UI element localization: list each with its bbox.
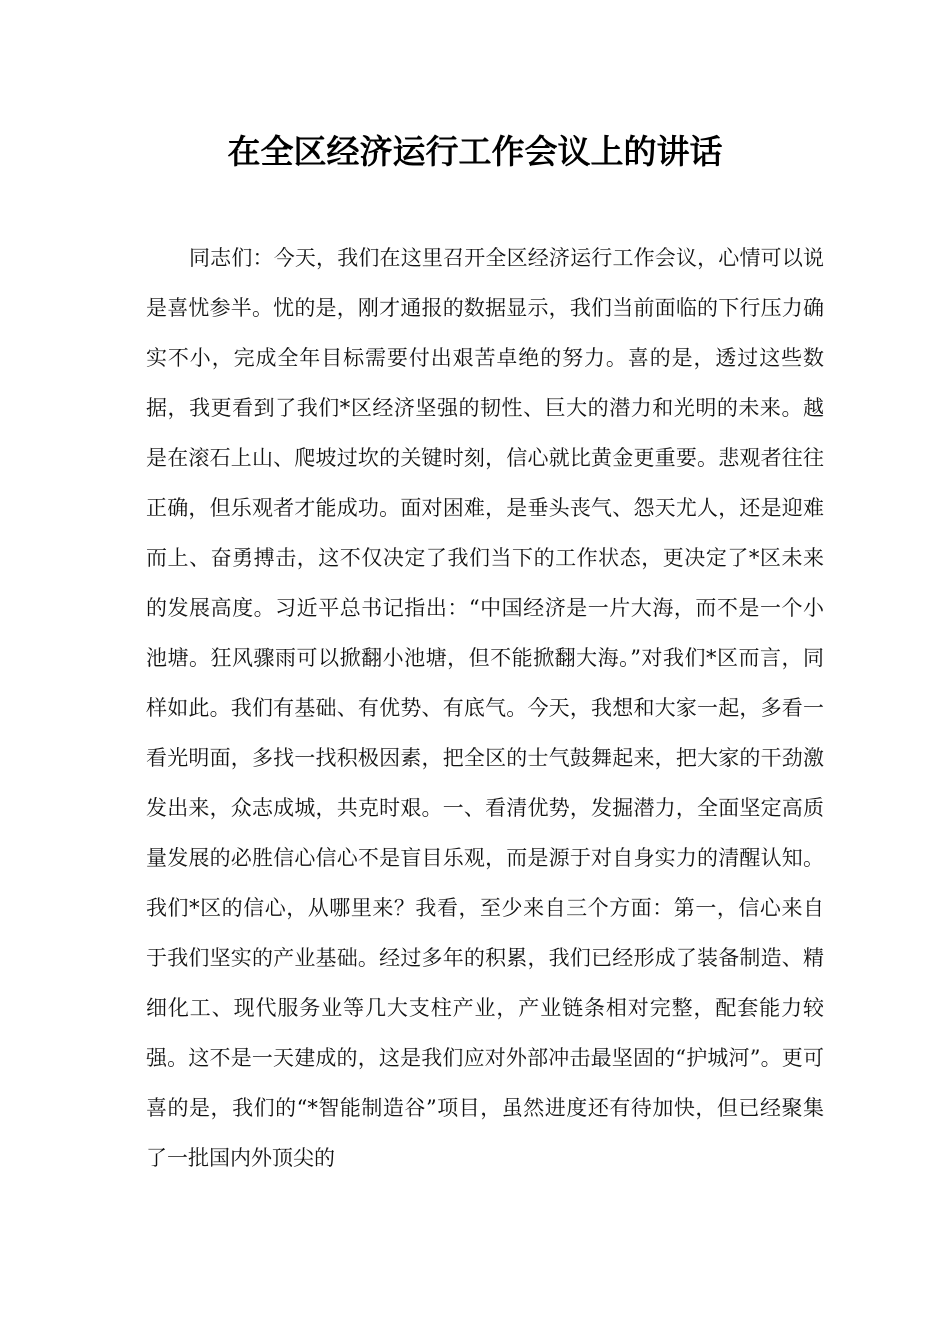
document-body-paragraph: 同志们：今天，我们在这里召开全区经济运行工作会议，心情可以说是喜忧参半。忧的是，刚才通报的数据显示，我们当前面临的下行压力确实不小，完成全年目标需要付出艰苦卓绝的努力。喜的是，透过这些数据，我更看到了我们*区经济坚强的韧性、巨大的潜力和光明的未来。越是在滚石上山、爬坡过坎的关键时刻，信心就比黄金更重要。悲观者往往正确，但乐观者才能成功。面对困难，是垂头丧气、怨天尤人，还是迎难而上、奋勇搏击，这不仅决定了我们当下的工作状态，更决定了*区未来的发展高度。习近平总书记指出：“中国经济是一片大海，而不是一个小池塘。狂风骤雨可以掀翻小池塘，但不能掀翻大海。”对我们*区而言，同样如此。我们有基础、有优势、有底气。今天，我想和大家一起，多看一看光明面，多找一找积极因素，把全区的士气鼓舞起来，把大家的干劲激发出来，众志成城，共克时艰。一、看清优势，发掘潜力，全面坚定高质量发展的必胜信心信心不是盲目乐观，而是源于对自身实力的清醒认知。我们*区的信心，从哪里来？我看，至少来自三个方面：第一，信心来自于我们坚实的产业基础。经过多年的积累，我们已经形成了装备制造、精细化工、现代服务业等几大支柱产业，产业链条相对完整，配套能力较强。这不是一天建成的，这是我们应对外部冲击最坚固的“护城河”。更可喜的是，我们的“*智能制造谷”项目，虽然进度还有待加快，但已经聚集了一批国内外顶尖的 bbox=[146, 246, 824, 1170]
document-title: 在全区经济运行工作会议上的讲话 bbox=[227, 132, 723, 171]
